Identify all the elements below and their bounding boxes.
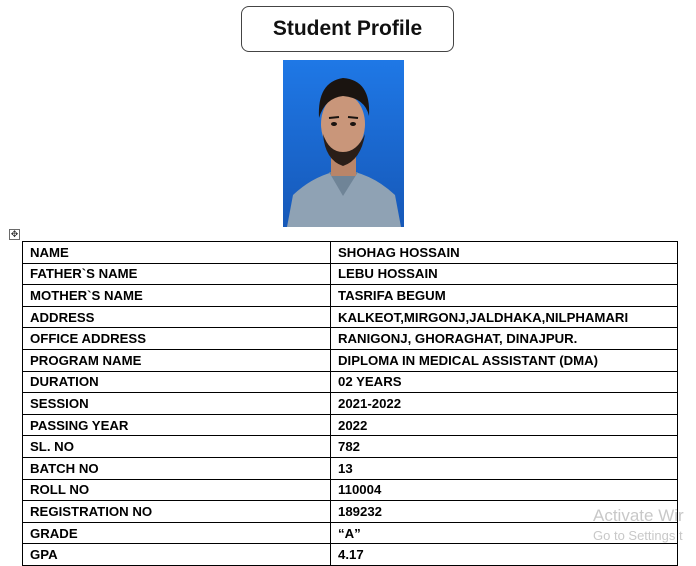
- row-label: PASSING YEAR: [23, 414, 331, 436]
- row-value: 13: [331, 457, 678, 479]
- row-label: SESSION: [23, 393, 331, 415]
- row-label: NAME: [23, 242, 331, 264]
- page-title-text: Student Profile: [272, 17, 423, 40]
- row-label: REGISTRATION NO: [23, 501, 331, 523]
- row-value: 2022: [331, 414, 678, 436]
- table-row: [23, 522, 678, 544]
- table-row: [23, 436, 678, 458]
- table-row: [23, 328, 678, 350]
- row-label: MOTHER`S NAME: [23, 285, 331, 307]
- table-row: [23, 479, 678, 501]
- row-value: “A”: [331, 522, 678, 544]
- row-value: 189232: [331, 501, 678, 523]
- row-label: OFFICE ADDRESS: [23, 328, 331, 350]
- row-value: 782: [331, 436, 678, 458]
- row-label: BATCH NO: [23, 457, 331, 479]
- row-value: LEBU HOSSAIN: [331, 263, 678, 285]
- table-row: [23, 242, 678, 264]
- row-value: SHOHAG HOSSAIN: [331, 242, 678, 264]
- row-value: 4.17: [331, 544, 678, 566]
- profile-table: [22, 241, 678, 566]
- row-label: GPA: [23, 544, 331, 566]
- row-label: DURATION: [23, 371, 331, 393]
- row-value: TASRIFA BEGUM: [331, 285, 678, 307]
- row-label: ADDRESS: [23, 306, 331, 328]
- table-row: [23, 457, 678, 479]
- table-row: [23, 393, 678, 415]
- table-row: [23, 285, 678, 307]
- page-title: [241, 6, 454, 52]
- row-label: GRADE: [23, 522, 331, 544]
- row-label: PROGRAM NAME: [23, 349, 331, 371]
- student-photo: [283, 60, 404, 227]
- table-row: [23, 501, 678, 523]
- watermark-line1: Activate Wir: [593, 506, 684, 525]
- table-row: [23, 349, 678, 371]
- student-photo-image: [283, 60, 404, 227]
- activation-watermark: [593, 506, 684, 543]
- watermark-line2: Go to Settings t: [593, 528, 683, 543]
- table-row: [23, 306, 678, 328]
- row-value: DIPLOMA IN MEDICAL ASSISTANT (DMA): [331, 349, 678, 371]
- row-value: 02 YEARS: [331, 371, 678, 393]
- table-row: [23, 414, 678, 436]
- table-move-handle-icon[interactable]: ✥: [10, 229, 19, 239]
- table-row: [23, 263, 678, 285]
- table-row: [23, 371, 678, 393]
- row-value: KALKEOT,MIRGONJ,JALDHAKA,NILPHAMARI: [331, 306, 678, 328]
- row-label: SL. NO: [23, 436, 331, 458]
- row-label: FATHER`S NAME: [23, 263, 331, 285]
- row-value: 110004: [331, 479, 678, 501]
- row-value: 2021-2022: [331, 393, 678, 415]
- row-label: ROLL NO: [23, 479, 331, 501]
- row-value: RANIGONJ, GHORAGHAT, DINAJPUR.: [331, 328, 678, 350]
